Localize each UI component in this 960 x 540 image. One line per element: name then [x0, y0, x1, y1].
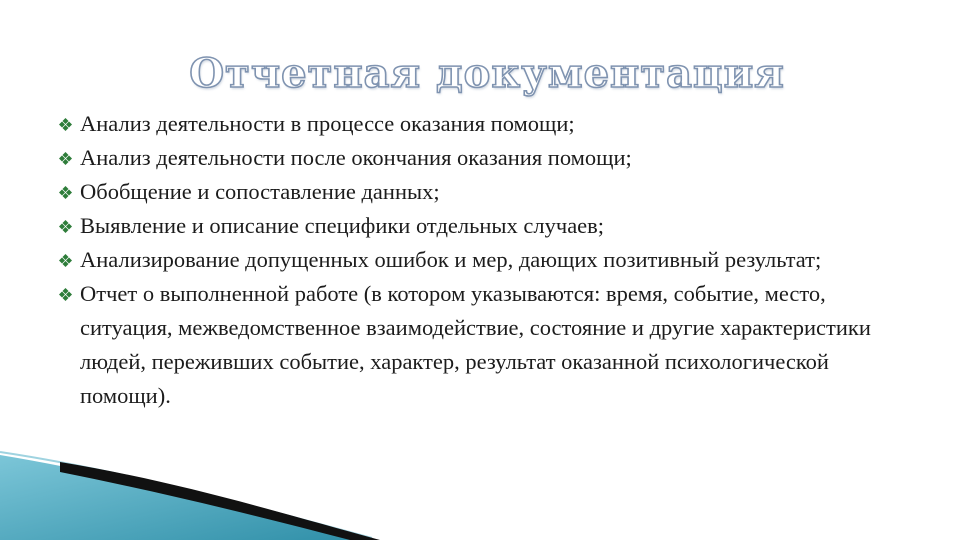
diamond-bullet-icon — [58, 186, 73, 199]
bullet-item — [58, 107, 878, 141]
bullet-item — [58, 277, 878, 413]
diamond-bullet-icon — [58, 152, 73, 165]
diamond-bullet-icon — [58, 220, 73, 233]
bullet-text: Анализирование допущенных ошибок и мер, дающих позитивный результат; — [80, 247, 822, 272]
bullet-list — [58, 107, 878, 413]
diamond-bullet-icon — [58, 254, 73, 267]
diamond-bullet-icon — [58, 118, 73, 131]
bullet-item — [58, 243, 878, 277]
slide-title: Отчетная документация — [189, 50, 785, 97]
bullet-text: Отчет о выполненной работе (в котором указываются: время, событие, место, ситуация, межведомственное взаимодействие, состояние и другие характеристики людей, переживших событие, характер, результат оказанной психологической помощи). — [80, 281, 871, 408]
bullet-item — [58, 209, 878, 243]
bullet-item — [58, 175, 878, 209]
bullet-item — [58, 141, 878, 175]
bullet-text: Обобщение и сопоставление данных; — [80, 179, 440, 204]
bullet-text: Выявление и описание специфики отдельных случаев; — [80, 213, 605, 238]
bullet-text: Анализ деятельности после окончания оказания помощи; — [80, 145, 632, 170]
bullet-text: Анализ деятельности в процессе оказания помощи; — [80, 111, 575, 136]
diamond-bullet-icon — [58, 288, 73, 301]
